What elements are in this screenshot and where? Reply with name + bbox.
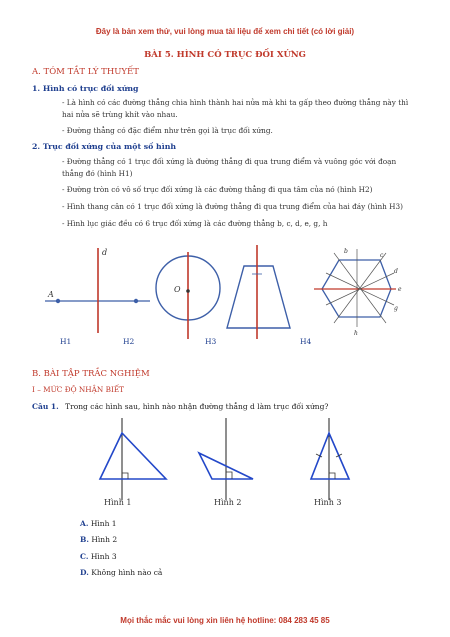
- answer-key: C.: [80, 552, 89, 561]
- question-figure-2: [199, 418, 253, 500]
- bottom-banner: Mọi thắc mắc vui lòng xin liên hệ hotline: 084 283 45 85: [120, 616, 330, 625]
- question-1: [32, 402, 328, 411]
- theory-figures: [0, 235, 450, 340]
- question-figure-2-label: Hình 2: [214, 498, 242, 507]
- answer-option-a[interactable]: [80, 519, 117, 528]
- answer-option-d[interactable]: [80, 568, 162, 577]
- section-a-heading: A. TÓM TẮT LÝ THUYẾT: [32, 67, 139, 77]
- figure-h4: [314, 248, 402, 337]
- answer-key: B.: [80, 535, 89, 544]
- fig-letter-e: e: [398, 286, 402, 293]
- question-1-number: Câu 1.: [32, 402, 59, 411]
- question-figure-3: [311, 418, 349, 500]
- answer-option-b[interactable]: [80, 535, 117, 544]
- subheading-2: 2. Trục đối xứng của một số hình: [32, 142, 177, 151]
- paragraph-1-line1: - Là hình có các đường thẳng chia hình thành hai nửa mà khi ta gấp theo đường thẳng này thì: [62, 98, 409, 107]
- level-heading: I – MỨC ĐỘ NHẬN BIẾT: [32, 385, 125, 394]
- paragraph-2: - Đường thẳng có đặc điểm như trên gọi là trục đối xứng.: [62, 126, 273, 135]
- paragraph-3-line1: - Đường thẳng có 1 trục đối xứng là đường thẳng đi qua trung điểm và vuông góc với đoạn: [62, 157, 397, 166]
- fig-letter-h: h: [354, 330, 358, 337]
- paragraph-4: - Đường tròn có vô số trục đối xứng là các đường thẳng đi qua tâm của nó (hình H2): [62, 185, 373, 194]
- figure-h1: [45, 248, 150, 333]
- fig-letter-o: O: [174, 285, 181, 294]
- answer-option-c[interactable]: [80, 552, 117, 561]
- figure-h2: [156, 252, 220, 339]
- paragraph-5: - Hình thang cân có 1 trục đối xứng là đường thẳng đi qua trung điểm của hai đáy (hình H3): [62, 202, 404, 211]
- figure-label-h4: H4: [300, 337, 312, 346]
- answer-key: D.: [80, 568, 89, 577]
- question-1-text: Trong các hình sau, hình nào nhận đường thẳng d làm trục đối xứng?: [65, 402, 329, 411]
- top-banner: Đây là bản xem thử, vui lòng mua tài liệu để xem chi tiết (có lời giải): [95, 27, 355, 36]
- figure-label-h2: H2: [123, 337, 135, 346]
- fig-letter-hex-d: d: [394, 268, 398, 275]
- answer-text: Hình 3: [90, 552, 117, 561]
- subheading-1: 1. Hình có trục đối xứng: [32, 84, 139, 93]
- question-figure-3-label: Hình 3: [314, 498, 342, 507]
- answer-text: Không hình nào cả: [91, 568, 163, 577]
- paragraph-1-line2: hai nửa sẽ trùng khít vào nhau.: [62, 110, 178, 119]
- figure-label-h3: H3: [205, 337, 217, 346]
- paragraph-6: - Hình lục giác đều có 6 trục đối xứng là các đường thẳng b, c, d, e, g, h: [62, 219, 328, 228]
- fig-letter-d: d: [102, 248, 108, 257]
- fig-letter-g: g: [394, 305, 398, 312]
- paragraph-3-line2: thẳng đó (hình H1): [62, 169, 133, 178]
- answer-text: Hình 1: [90, 519, 117, 528]
- figure-h3: [227, 245, 290, 339]
- fig-letter-a: A: [48, 290, 54, 299]
- answer-key: A.: [80, 519, 89, 528]
- page-title: BÀI 5. HÌNH CÓ TRỤC ĐỐI XỨNG: [144, 50, 306, 60]
- section-b-heading: B. BÀI TẬP TRẮC NGHIỆM: [32, 369, 150, 379]
- question-figure-1-label: Hình 1: [104, 498, 132, 507]
- fig-letter-b: b: [344, 248, 348, 255]
- figure-label-h1: H1: [60, 337, 72, 346]
- answer-text: Hình 2: [91, 535, 118, 544]
- fig-letter-c: c: [380, 252, 384, 259]
